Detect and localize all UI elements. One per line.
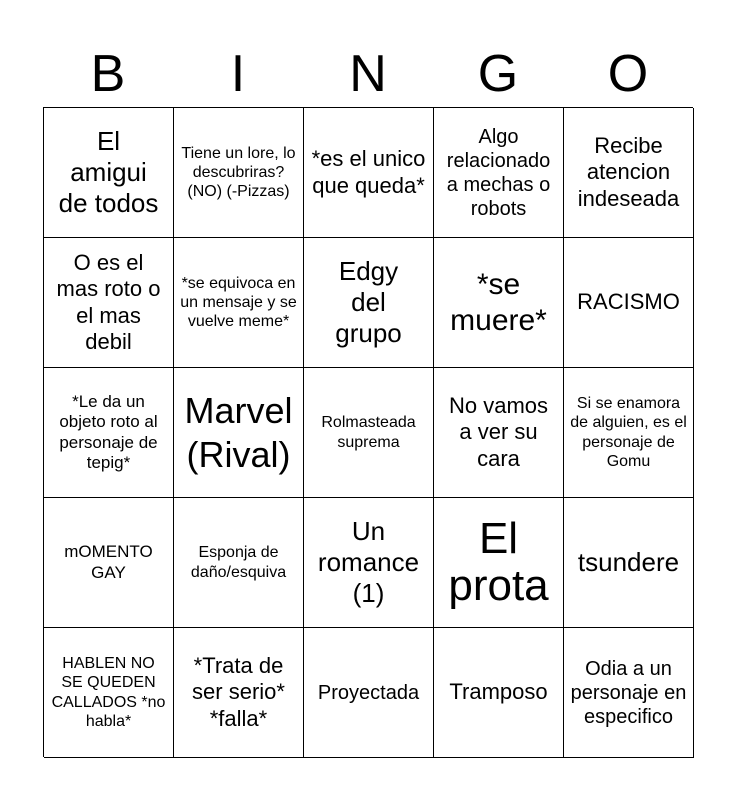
bingo-cell-r3c3[interactable] xyxy=(304,368,434,498)
bingo-cell-text: Proyectada xyxy=(317,681,420,704)
bingo-cell-r4c3[interactable] xyxy=(304,498,434,628)
bingo-cell-r1c2[interactable] xyxy=(174,108,304,238)
bingo-cell-text: Recibe atencion indeseada xyxy=(577,132,680,211)
bingo-cell-text: Esponja de daño/esquiva xyxy=(190,544,287,581)
bingo-cell-text: *Trata de ser serio* *falla* xyxy=(192,652,285,731)
header-letter-n: N xyxy=(349,45,387,103)
bingo-cell-text: Tramposo xyxy=(449,679,548,705)
bingo-cell-r2c2[interactable] xyxy=(174,238,304,368)
bingo-cell-text: El amigui de todos xyxy=(58,125,159,219)
bingo-cell-text: Si se enamora de alguien, es el personaje de Gomu xyxy=(570,395,687,470)
header-letter-b: B xyxy=(90,45,126,103)
bingo-header xyxy=(43,40,693,108)
bingo-cell-text: *es el unico que queda* xyxy=(311,146,426,198)
bingo-cell-text: Edgy del grupo xyxy=(335,255,402,349)
bingo-cell-r2c4[interactable] xyxy=(434,238,564,368)
bingo-cell-text: mOMENTO GAY xyxy=(64,542,153,582)
bingo-cell-r1c4[interactable] xyxy=(434,108,564,238)
bingo-cell-text: Rolmasteada suprema xyxy=(321,414,416,451)
bingo-cell-r2c1[interactable] xyxy=(44,238,174,368)
bingo-cell-r5c2[interactable] xyxy=(174,628,304,758)
bingo-card-grid xyxy=(43,107,693,757)
bingo-cell-r3c5[interactable] xyxy=(564,368,694,498)
bingo-cell-text: HABLEN NO SE QUEDEN CALLADOS *no habla* xyxy=(51,655,166,730)
header-letter-o: O xyxy=(607,45,649,103)
bingo-cell-text: Tiene un lore, lo descubriras? (NO) (-Pizzas) xyxy=(181,144,296,201)
bingo-cell-text: Algo relacionado a mechas o robots xyxy=(446,125,551,220)
bingo-cell-text: Odia a un personaje en especifico xyxy=(570,657,687,728)
bingo-cell-r1c5[interactable] xyxy=(564,108,694,238)
bingo-cell-text: tsundere xyxy=(577,546,680,577)
bingo-cell-r3c1[interactable] xyxy=(44,368,174,498)
bingo-cell-text: No vamos a ver su cara xyxy=(448,392,549,471)
bingo-cell-r5c5[interactable] xyxy=(564,628,694,758)
bingo-cell-r2c3[interactable] xyxy=(304,238,434,368)
header-letter-g: G xyxy=(477,45,519,103)
bingo-cell-text: Un romance (1) xyxy=(317,515,420,609)
bingo-cell-r1c1[interactable] xyxy=(44,108,174,238)
bingo-cell-r3c2[interactable] xyxy=(174,368,304,498)
bingo-cell-text: *se equivoca en un mensaje y se vuelve meme* xyxy=(180,274,297,331)
bingo-cell-text: El prota xyxy=(448,514,549,610)
bingo-cell-r2c5[interactable] xyxy=(564,238,694,368)
bingo-cell-text: RACISMO xyxy=(577,289,680,315)
bingo-cell-r4c4[interactable] xyxy=(434,498,564,628)
bingo-cell-r3c4[interactable] xyxy=(434,368,564,498)
bingo-cell-r5c4[interactable] xyxy=(434,628,564,758)
bingo-cell-r1c3[interactable] xyxy=(304,108,434,238)
bingo-cell-r4c1[interactable] xyxy=(44,498,174,628)
bingo-cell-text: *Le da un objeto roto al personaje de tepig* xyxy=(59,391,158,472)
bingo-cell-text: O es el mas roto o el mas debil xyxy=(56,249,161,354)
bingo-cell-text: *se muere* xyxy=(450,267,547,337)
bingo-cell-r5c1[interactable] xyxy=(44,628,174,758)
header-letter-i: I xyxy=(230,45,246,103)
bingo-cell-text: Marvel (Rival) xyxy=(184,390,293,475)
bingo-cell-r5c3[interactable] xyxy=(304,628,434,758)
bingo-cell-r4c2[interactable] xyxy=(174,498,304,628)
bingo-cell-r4c5[interactable] xyxy=(564,498,694,628)
